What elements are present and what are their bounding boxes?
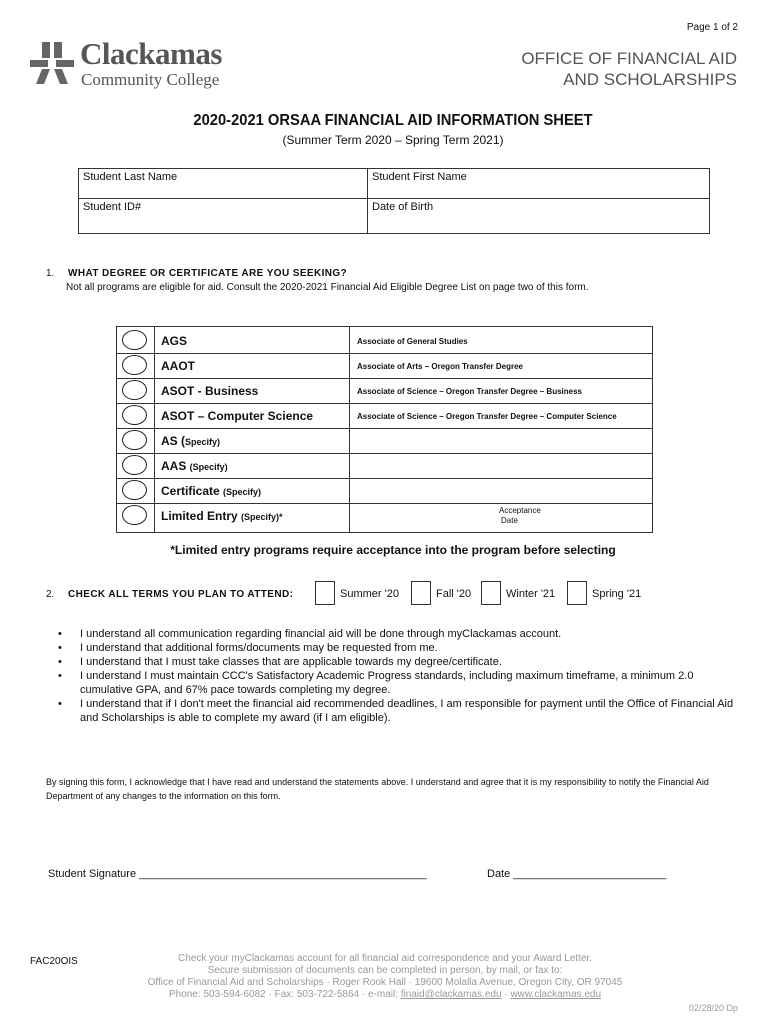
acceptance-label-line1: Acceptance	[499, 506, 541, 515]
college-subname: Community College	[81, 70, 220, 89]
term-checkbox-fall[interactable]	[411, 581, 431, 605]
list-item	[58, 669, 738, 697]
footer-line3: Office of Financial Aid and Scholarships · Roger Rook Hall · 19600 Molalla Avenue, Oregon City, OR 97045	[147, 977, 623, 988]
acknowledgement-statement: By signing this form, I acknowledge that I have read and understand the statements above. I understand and agree that it is my responsibility to notify the Financial Aid Department of any changes to the information on this form.	[46, 777, 709, 801]
bullet-icon: •	[58, 656, 62, 668]
list-item	[58, 697, 738, 725]
degree-row-aas	[117, 454, 652, 479]
term-checkbox-winter[interactable]	[481, 581, 501, 605]
first-name-field[interactable]	[368, 169, 708, 198]
question2-number: 2.	[46, 589, 55, 600]
degree-radio[interactable]	[122, 405, 147, 425]
form-title: 2020-2021 ORSAA FINANCIAL AID INFORMATION SHEET	[193, 112, 593, 129]
question2-text: CHECK ALL TERMS YOU PLAN TO ATTEND:	[68, 589, 294, 600]
term-checkbox-summer[interactable]	[315, 581, 335, 605]
degree-radio[interactable]	[122, 330, 147, 350]
degree-radio[interactable]	[122, 480, 147, 500]
bullet-text: I understand that additional forms/documents may be requested from me.	[80, 642, 438, 654]
dob-field[interactable]	[368, 199, 708, 233]
revision-date: 02/28/20 Dp	[688, 1003, 738, 1013]
footer-line2: Secure submission of documents can be completed in person, by mail, or fax to:	[207, 965, 563, 976]
term-checkbox-spring[interactable]	[567, 581, 587, 605]
footer-separator: ·	[501, 989, 511, 1000]
bullet-text: I understand that I must take classes that are applicable towards my degree/certificate.	[80, 656, 502, 668]
page-number: Page 1 of 2	[686, 22, 738, 33]
bullet-icon: •	[58, 628, 62, 640]
term-label-summer: Summer '20	[340, 588, 399, 600]
college-name: Clackamas	[80, 36, 222, 71]
question1-note: Not all programs are eligible for aid. Consult the 2020-2021 Financial Aid Eligible Degree List on page two of this form.	[66, 282, 589, 293]
degree-code: ASOT – Computer Science	[161, 409, 314, 423]
degree-table	[116, 326, 653, 533]
degree-row-ags	[117, 329, 652, 354]
first-name-label: Student First Name	[372, 171, 467, 183]
student-info-table	[78, 168, 710, 234]
bullet-icon: •	[58, 698, 62, 710]
form-subtitle: (Summer Term 2020 – Spring Term 2021)	[282, 133, 504, 147]
student-id-field[interactable]	[79, 199, 367, 233]
degree-code: ASOT - Business	[161, 384, 259, 398]
degree-description: Associate of Science – Oregon Transfer Degree – Computer Science	[357, 412, 617, 421]
degree-row-asot-business	[117, 379, 652, 404]
degree-description: Associate of General Studies	[357, 337, 468, 346]
list-item	[58, 641, 738, 655]
office-line1: OFFICE OF FINANCIAL AID	[521, 49, 737, 68]
term-label-fall: Fall '20	[436, 588, 472, 600]
degree-code: Certificate (Specify)	[161, 484, 262, 498]
dob-label: Date of Birth	[372, 201, 434, 213]
ccc-logo-icon	[28, 40, 76, 86]
degree-row-asot-cs	[117, 404, 652, 429]
office-line2: AND SCHOLARSHIPS	[563, 70, 737, 89]
degree-description: Associate of Arts – Oregon Transfer Degree	[357, 362, 523, 371]
bullet-icon: •	[58, 642, 62, 654]
degree-code: AGS	[161, 334, 188, 348]
degree-radio[interactable]	[122, 455, 147, 475]
acknowledgement-bullets	[58, 627, 738, 725]
degree-radio[interactable]	[122, 355, 147, 375]
email-link[interactable]: finaid@clackamas.edu	[400, 989, 502, 1000]
term-label-spring: Spring '21	[592, 588, 642, 600]
degree-row-aaot	[117, 354, 652, 379]
student-id-label: Student ID#	[83, 201, 142, 213]
acceptance-date-label	[499, 506, 541, 526]
degree-code: AAS (Specify)	[161, 459, 228, 473]
footer-line4	[0, 989, 770, 1001]
degree-row-certificate	[117, 479, 652, 504]
bullet-icon: •	[58, 670, 62, 682]
form-code: FAC20OIS	[30, 956, 78, 967]
degree-description: Associate of Science – Oregon Transfer Degree – Business	[357, 387, 582, 396]
last-name-field[interactable]	[79, 169, 367, 198]
question1-text: WHAT DEGREE OR CERTIFICATE ARE YOU SEEKING?	[68, 268, 348, 279]
degree-radio[interactable]	[122, 505, 147, 525]
bullet-text: I understand that if I don't meet the financial aid recommended deadlines, I am responsible for payment until the Office of Financial Aid and Scholarships is able to complete my award (if I am eligible).	[80, 698, 734, 724]
degree-row-limited-entry	[117, 504, 652, 529]
degree-radio[interactable]	[122, 430, 147, 450]
acceptance-label-line2: Date	[501, 516, 518, 525]
last-name-label: Student Last Name	[83, 171, 178, 183]
degree-code: Limited Entry (Specify)*	[161, 509, 283, 523]
bullet-text: I understand I must maintain CCC's Satisfactory Academic Progress standards, including maximum timeframe, a minimum 2.0 cumulative GPA, and 67% pace towards completing my degree.	[80, 670, 694, 696]
signature-date-field[interactable]: Date _________________________	[487, 868, 667, 880]
college-logo	[28, 36, 228, 94]
signature-field[interactable]: Student Signature _______________________________________________	[48, 868, 427, 880]
list-item	[58, 627, 738, 641]
office-heading	[521, 48, 737, 90]
question1-number: 1.	[46, 268, 55, 279]
degree-code: AS (Specify)	[161, 434, 221, 448]
degree-radio[interactable]	[122, 380, 147, 400]
list-item	[58, 655, 738, 669]
term-label-winter: Winter '21	[506, 588, 556, 600]
degree-row-as	[117, 429, 652, 454]
degree-code: AAOT	[161, 359, 195, 373]
website-link[interactable]: www.clackamas.edu	[510, 989, 602, 1000]
limited-entry-note: *Limited entry programs require acceptance into the program before selecting	[170, 543, 616, 557]
bullet-text: I understand all communication regarding financial aid will be done through myClackamas account.	[80, 628, 562, 640]
footer	[0, 953, 770, 1001]
footer-contact: Phone: 503-594-6082 · Fax: 503-722-5864 · e-mail:	[168, 989, 401, 1000]
footer-line1: Check your myClackamas account for all financial aid correspondence and your Award Letter.	[178, 953, 592, 964]
